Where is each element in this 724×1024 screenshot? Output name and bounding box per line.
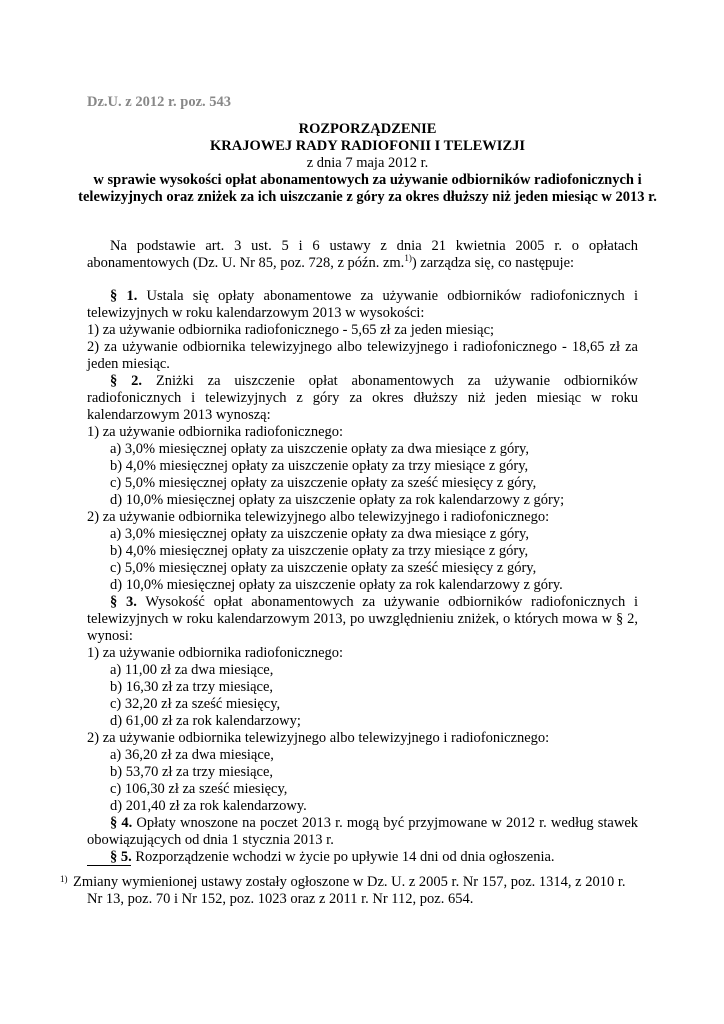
list-item: 2) za używanie odbiornika telewizyjnego albo telewizyjnego i radiofonicznego: <box>87 730 550 746</box>
list-subitem: d) 10,0% miesięcznej opłaty za uiszczenie opłaty za rok kalendarzowy z góry. <box>110 577 563 593</box>
section-label: § 2. <box>110 373 143 389</box>
title-line-2: KRAJOWEJ RADY RADIOFONII I TELEWIZJI <box>209 138 526 154</box>
footnote-reference: 1) <box>404 253 412 264</box>
section-3 <box>87 594 638 645</box>
footnote-mark: 1) <box>60 874 68 884</box>
title-date: z dnia 7 maja 2012 r. <box>306 155 429 171</box>
section-label: § 5. <box>110 849 132 865</box>
list-subitem: b) 16,30 zł za trzy miesiące, <box>110 679 274 695</box>
list-item: 1) za używanie odbiornika radiofonicznego: <box>87 424 344 440</box>
list-subitem: d) 61,00 zł za rok kalendarzowy; <box>110 713 301 729</box>
section-4 <box>87 815 638 849</box>
list-subitem: d) 201,40 zł za rok kalendarzowy. <box>110 798 307 814</box>
list-subitem: a) 3,0% miesięcznej opłaty za uiszczenie opłaty za dwa miesiące z góry, <box>110 526 529 542</box>
list-subitem: b) 4,0% miesięcznej opłaty za uiszczenie opłaty za trzy miesiące z góry, <box>110 458 529 474</box>
section-5 <box>87 849 638 866</box>
list-item: 2) za używanie odbiornika telewizyjnego albo telewizyjnego i radiofonicznego: <box>87 509 550 525</box>
list-subitem: c) 106,30 zł za sześć miesięcy, <box>110 781 288 797</box>
footnote-text: Zmiany wymienionej ustawy zostały ogłoszone w Dz. U. z 2005 r. Nr 157, poz. 1314, z 2010 r. Nr 13, poz. 70 i Nr 152, poz. 1023 oraz z 2011 r. Nr 112, poz. 654. <box>73 874 626 907</box>
section-text: Opłaty wnoszone na poczet 2013 r. mogą być przyjmowane w 2012 r. według stawek obowiązujących od dnia 1 stycznia 2013 r. <box>87 815 638 848</box>
section-label: § 1. <box>110 288 138 304</box>
section-1 <box>87 288 638 322</box>
footnote-separator <box>87 865 131 866</box>
list-subitem: c) 5,0% miesięcznej opłaty za uiszczenie opłaty za sześć miesięcy z góry, <box>110 560 537 576</box>
preamble-text-end: ) zarządza się, co następuje: <box>411 255 575 271</box>
section-text: Wysokość opłat abonamentowych za używanie odbiorników radiofonicznych i telewizyjnych w roku kalendarzowym 2013, po uwzględnieniu zniżek, o których mowa w § 2, wynosi: <box>87 594 638 644</box>
list-item: 1) za używanie odbiornika radiofonicznego: <box>87 645 344 661</box>
list-subitem: b) 4,0% miesięcznej opłaty za uiszczenie opłaty za trzy miesiące z góry, <box>110 543 529 559</box>
footnote <box>60 874 640 908</box>
list-item: 1) za używanie odbiornika radiofonicznego - 5,65 zł za jeden miesiąc; <box>87 322 495 338</box>
document-body <box>87 238 638 866</box>
section-label: § 3. <box>110 594 137 610</box>
list-subitem: a) 36,20 zł za dwa miesiące, <box>110 747 274 763</box>
document-title <box>60 121 675 206</box>
title-subject: w sprawie wysokości opłat abonamentowych za używanie odbiorników radiofonicznych i telewizyjnych oraz zniżek za ich uiszczanie z góry za okres dłuższy niż jeden miesiąc w 2013 r. <box>78 172 657 205</box>
title-line-1: ROZPORZĄDZENIE <box>298 121 437 137</box>
list-subitem: c) 5,0% miesięcznej opłaty za uiszczenie opłaty za sześć miesięcy z góry, <box>110 475 537 491</box>
section-text: Ustala się opłaty abonamentowe za używanie odbiorników radiofonicznych i telewizyjnych w roku kalendarzowym 2013 w wysokości: <box>87 288 639 321</box>
section-2 <box>87 373 638 424</box>
preamble <box>87 238 638 272</box>
section-text: Zniżki za uiszczenie opłat abonamentowych za używanie odbiorników radiofonicznych i telewizyjnych z góry za okres dłuższy niż jeden miesiąc w roku kalendarzowym 2013 wynoszą: <box>87 373 639 423</box>
section-text: Rozporządzenie wchodzi w życie po upływie 14 dni od dnia ogłoszenia. <box>135 849 555 865</box>
list-subitem: d) 10,0% miesięcznej opłaty za uiszczenie opłaty za rok kalendarzowy z góry; <box>110 492 565 508</box>
preamble-text: Na podstawie art. 3 ust. 5 i 6 ustawy z dnia 21 kwietnia 2005 r. o opłatach abonamentowych (Dz. U. Nr 85, poz. 728, z późn. zm. <box>87 238 638 271</box>
list-item: 2) za używanie odbiornika telewizyjnego albo telewizyjnego i radiofonicznego - 18,65 zł za jeden miesiąc. <box>87 339 638 372</box>
section-label: § 4. <box>110 815 133 831</box>
list-subitem: c) 32,20 zł za sześć miesięcy, <box>110 696 281 712</box>
list-subitem: a) 3,0% miesięcznej opłaty za uiszczenie opłaty za dwa miesiące z góry, <box>110 441 529 457</box>
journal-reference: Dz.U. z 2012 r. poz. 543 <box>87 94 232 110</box>
list-subitem: a) 11,00 zł za dwa miesiące, <box>110 662 274 678</box>
list-subitem: b) 53,70 zł za trzy miesiące, <box>110 764 274 780</box>
